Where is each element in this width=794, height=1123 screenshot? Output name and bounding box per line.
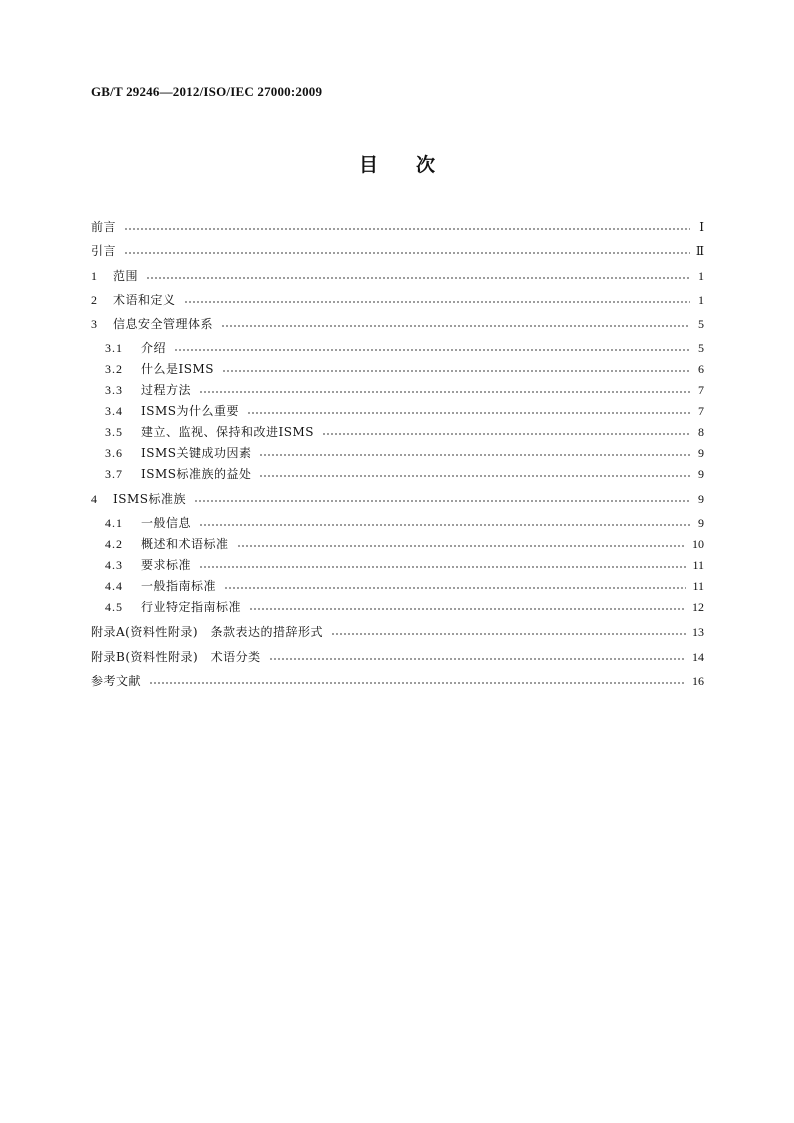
toc-entry-number: 4.5: [105, 600, 123, 614]
toc-entry-page: 9: [698, 516, 704, 530]
toc-entry-page: 14: [692, 650, 704, 664]
toc-entry-page: 13: [692, 625, 704, 639]
toc-entry-label: 建立、监视、保持和改进ISMS: [141, 425, 314, 439]
toc-entry[interactable]: [105, 534, 704, 554]
dot-leader: [259, 464, 690, 484]
toc-entry-label: 参考文献: [91, 674, 142, 688]
dot-leader: [184, 290, 690, 310]
toc-entry-page: 8: [698, 425, 704, 439]
dot-leader: [124, 241, 690, 261]
dot-leader: [269, 647, 686, 667]
dot-leader: [149, 671, 686, 691]
toc-entry[interactable]: [91, 671, 704, 691]
toc-entry-page: 1: [698, 293, 704, 307]
dot-leader: [174, 338, 690, 358]
toc-entry-number: 4.3: [105, 558, 123, 572]
toc-entry-label: 行业特定指南标准: [141, 600, 242, 614]
toc-entry[interactable]: [105, 380, 704, 400]
dot-leader: [194, 489, 690, 509]
toc-entry-number: 4.1: [105, 516, 123, 530]
toc-entry[interactable]: [91, 622, 704, 642]
toc-entry-page: 12: [692, 600, 704, 614]
toc-entry-page: 16: [692, 674, 704, 688]
toc-entry-label: ISMS标准族的益处: [141, 467, 252, 481]
toc-entry-number: 3.2: [105, 362, 123, 376]
dot-leader: [199, 513, 690, 533]
dot-leader: [224, 576, 686, 596]
toc-entry-page: 7: [698, 404, 704, 418]
toc-entry-number: 3.7: [105, 467, 123, 481]
toc-entry[interactable]: [105, 555, 704, 575]
toc-entry-page: Ⅰ: [699, 220, 704, 234]
toc-entry-label: 前言: [91, 220, 117, 234]
toc-entry[interactable]: [105, 338, 704, 358]
toc-entry[interactable]: [105, 359, 704, 379]
dot-leader: [221, 314, 690, 334]
document-header: GB/T 29246—2012/ISO/IEC 27000:2009: [91, 84, 323, 99]
toc-entry[interactable]: [105, 401, 704, 421]
toc-entry-number: 4.4: [105, 579, 123, 593]
toc-entry-number: 3.6: [105, 446, 123, 460]
toc-entry-label: 一般信息: [141, 516, 192, 530]
toc-entry-number: 4: [91, 492, 98, 506]
toc-entry-page: 6: [698, 362, 704, 376]
dot-leader: [124, 217, 690, 237]
toc-entry-page: 1: [698, 269, 704, 283]
toc-entry-label: 概述和术语标准: [141, 537, 229, 551]
toc-entry-label: 什么是ISMS: [141, 362, 214, 376]
toc-entry[interactable]: [91, 314, 704, 334]
toc-entry-label: 范围: [113, 269, 139, 283]
toc-entry-number: 2: [91, 293, 98, 307]
dot-leader: [322, 422, 690, 442]
toc-entry-label: ISMS为什么重要: [141, 404, 239, 418]
toc-entry-page: 9: [698, 446, 704, 460]
toc-entry-page: Ⅱ: [695, 244, 704, 258]
toc-entry[interactable]: [105, 576, 704, 596]
page-title: 目 次: [358, 154, 435, 176]
toc-entry-label: 引言: [91, 244, 117, 258]
toc-entry-page: 7: [698, 383, 704, 397]
toc-entry-number: 3.3: [105, 383, 123, 397]
toc-entry-label: ISMS标准族: [113, 492, 186, 506]
dot-leader: [222, 359, 690, 379]
toc-entry-page: 9: [698, 467, 704, 481]
dot-leader: [247, 401, 690, 421]
toc-entry[interactable]: [105, 513, 704, 533]
toc-entry-number: 3.5: [105, 425, 123, 439]
toc-entry-page: 5: [698, 317, 704, 331]
dot-leader: [199, 380, 690, 400]
dot-leader: [237, 534, 686, 554]
toc-entry-label: 附录A(资料性附录) 条款表达的措辞形式: [91, 625, 324, 639]
toc-entry-page: 9: [698, 492, 704, 506]
toc-entry-label: 过程方法: [141, 383, 192, 397]
toc-entry-page: 10: [692, 537, 704, 551]
toc-entry[interactable]: [91, 489, 704, 509]
toc-entry-number: 3.4: [105, 404, 123, 418]
toc-entry[interactable]: [91, 290, 704, 310]
toc-entry-page: 5: [698, 341, 704, 355]
toc-entry[interactable]: [91, 241, 704, 261]
dot-leader: [199, 555, 686, 575]
dot-leader: [146, 266, 690, 286]
dot-leader: [331, 622, 686, 642]
toc-entry-number: 1: [91, 269, 98, 283]
toc-entry-page: 11: [692, 579, 704, 593]
toc-entry-number: 3: [91, 317, 98, 331]
dot-leader: [249, 597, 686, 617]
toc-entry-number: 4.2: [105, 537, 123, 551]
dot-leader: [259, 443, 690, 463]
toc-entry[interactable]: [91, 266, 704, 286]
toc-entry-label: 要求标准: [141, 558, 192, 572]
toc-entry-number: 3.1: [105, 341, 123, 355]
toc-entry[interactable]: [91, 647, 704, 667]
toc-entry-label: 一般指南标准: [141, 579, 217, 593]
toc-entry-label: 附录B(资料性附录) 术语分类: [91, 650, 261, 664]
toc-entry-label: ISMS关键成功因素: [141, 446, 252, 460]
toc-entry-page: 11: [692, 558, 704, 572]
toc-entry[interactable]: [105, 443, 704, 463]
toc-entry[interactable]: [105, 422, 704, 442]
toc-entry-label: 术语和定义: [113, 293, 176, 307]
toc-entry[interactable]: [91, 217, 704, 237]
toc-entry-label: 介绍: [141, 341, 167, 355]
toc-entry[interactable]: [105, 464, 704, 484]
toc-entry[interactable]: [105, 597, 704, 617]
toc-entry-label: 信息安全管理体系: [113, 317, 214, 331]
